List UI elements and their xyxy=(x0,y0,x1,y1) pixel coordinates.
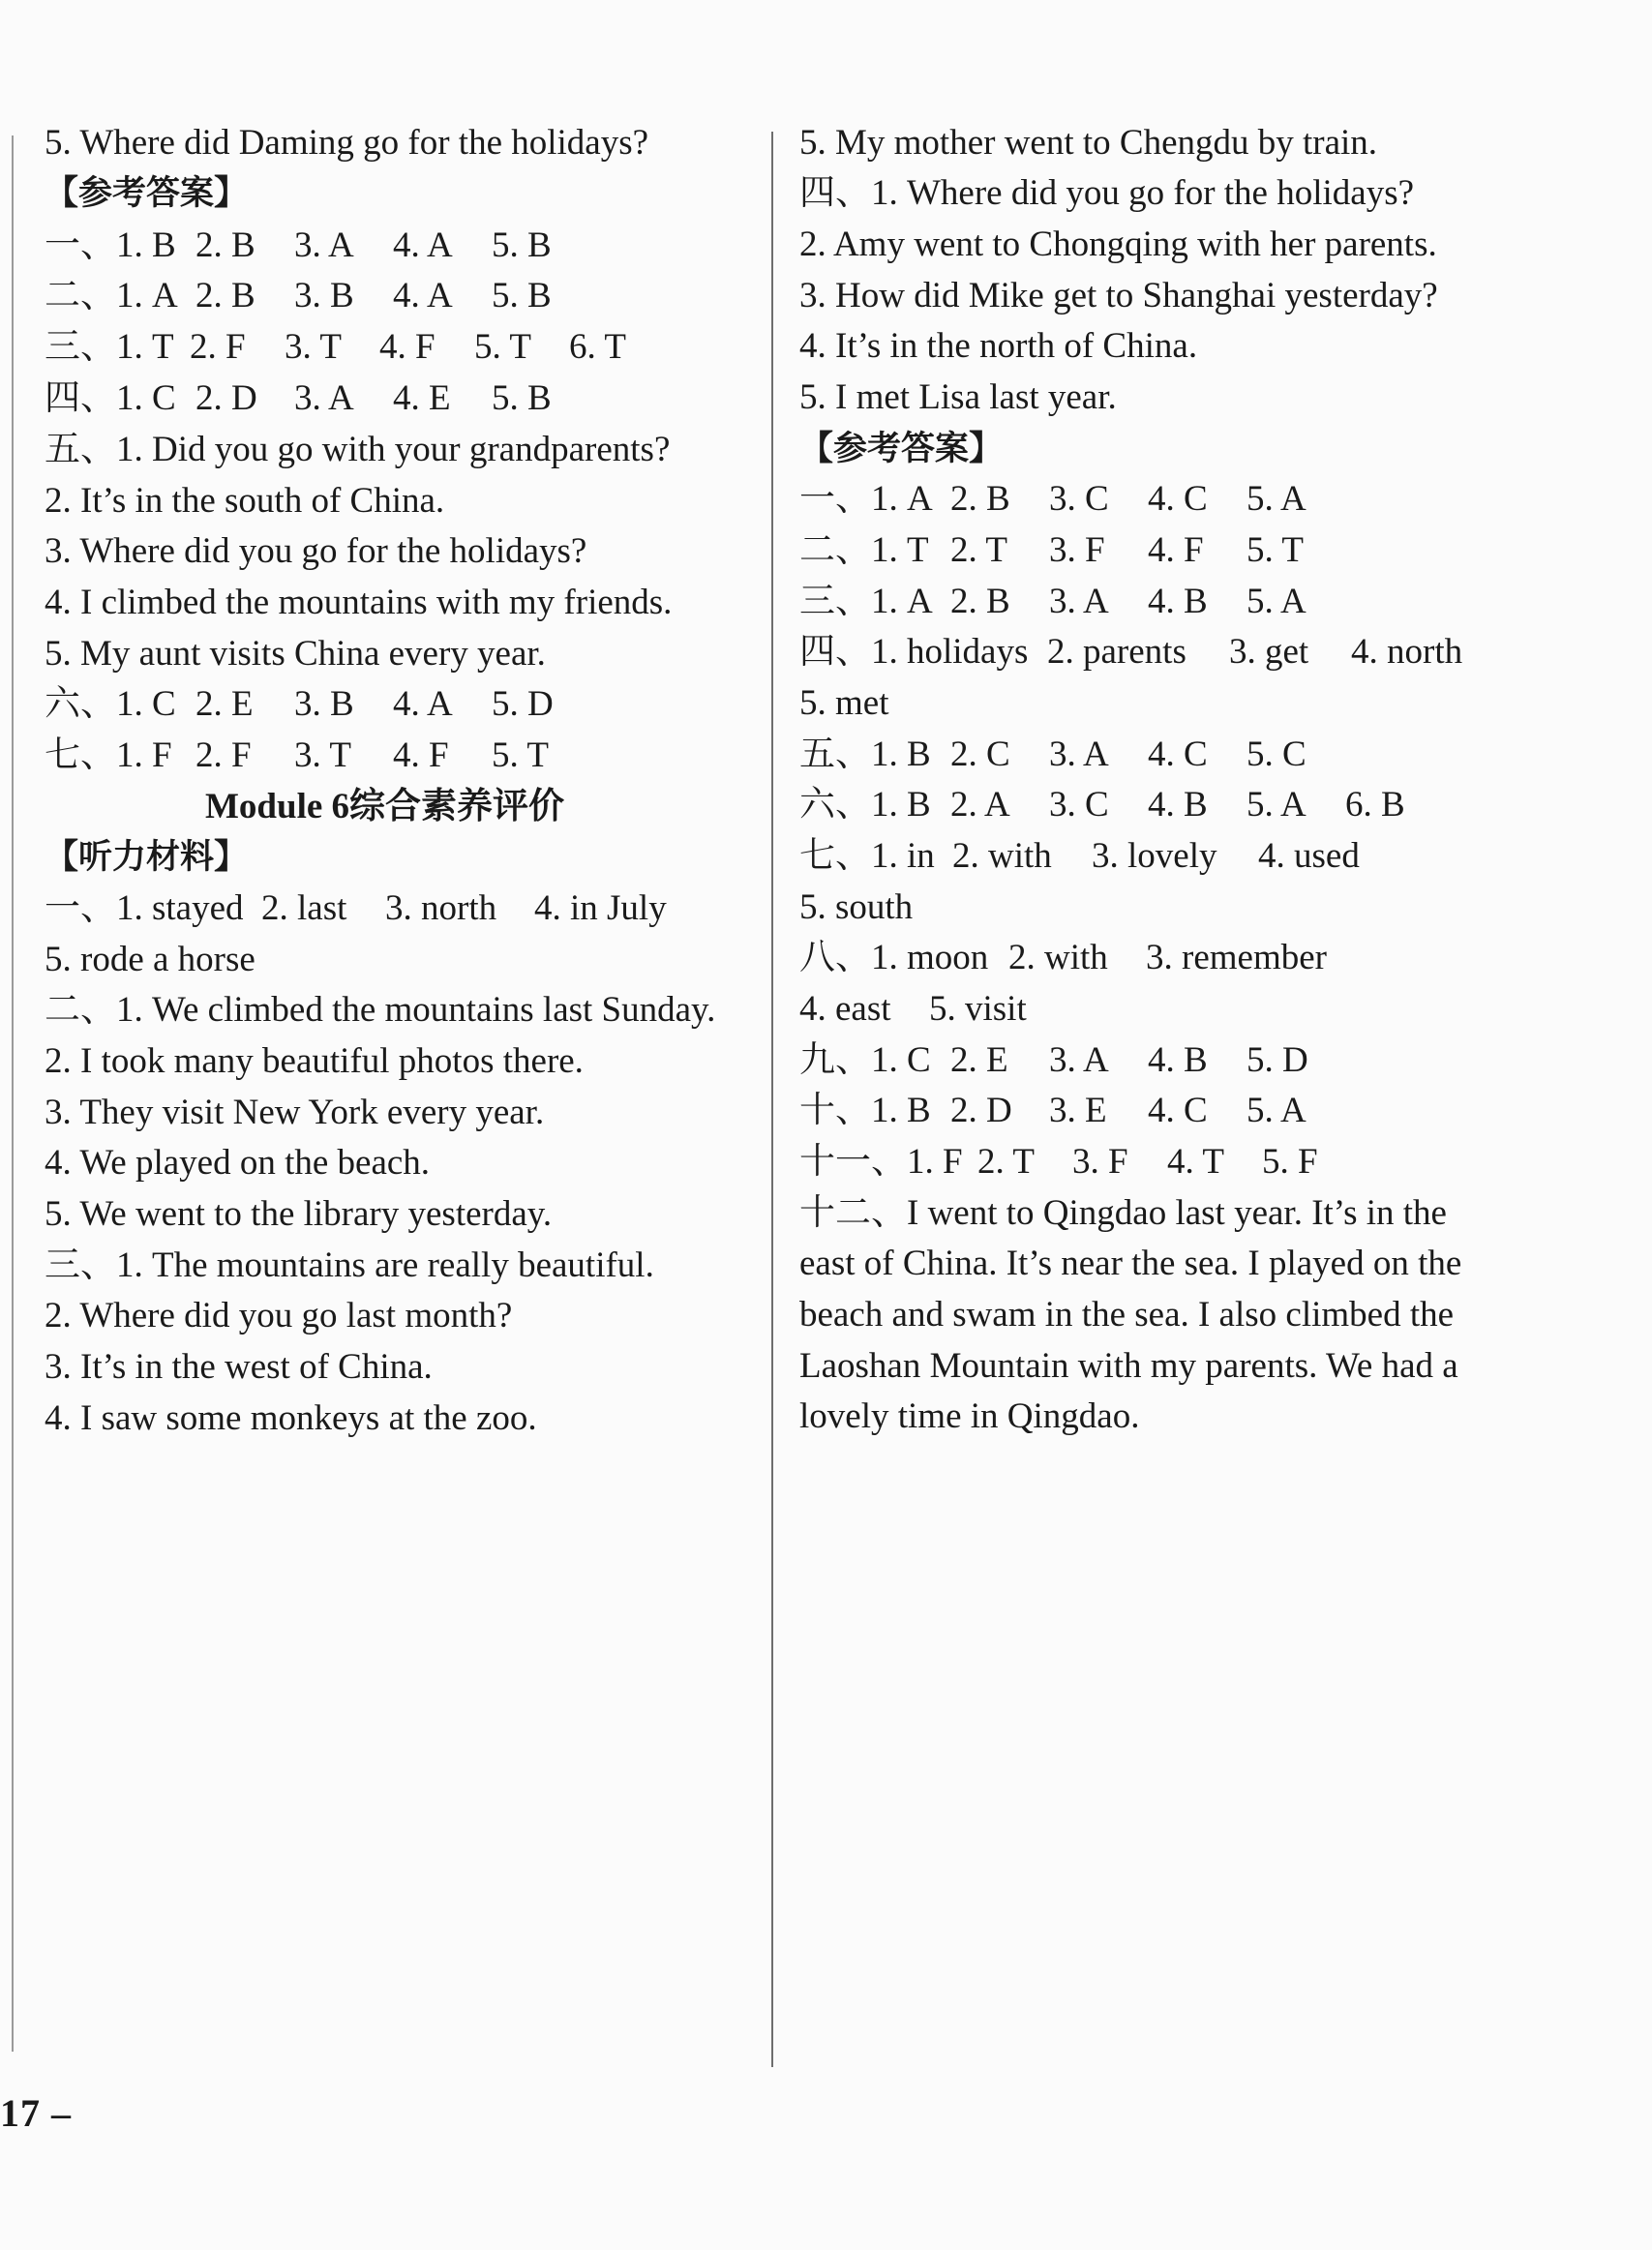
answer-row-4: 四、1. C 2. D 3. A 4. E 5. B xyxy=(45,378,552,418)
answer-row-9: 九、1. C 2. E 3. A 4. B 5. D xyxy=(799,1040,1308,1080)
module-title: Module 6综合素养评价 xyxy=(205,787,565,826)
text-line: east of China. It’s near the sea. I played on the xyxy=(799,1244,1462,1283)
text-line: 四、1. Where did you go for the holidays? xyxy=(799,173,1415,213)
answer-row-7: 七、1. in 2. with 3. lovely 4. used xyxy=(799,836,1360,876)
text-line: 5. We went to the library yesterday. xyxy=(45,1194,553,1234)
text-line: 3. How did Mike get to Shanghai yesterday? xyxy=(799,276,1438,315)
section-heading-answers: 【参考答案】 xyxy=(799,430,1004,468)
section-heading-answers: 【参考答案】 xyxy=(45,174,249,213)
text-line: 五、1. Did you go with your grandparents? xyxy=(45,430,671,469)
answer-row-6: 六、1. C 2. E 3. B 4. A 5. D xyxy=(45,684,554,724)
text-line: 3. Where did you go for the holidays? xyxy=(45,531,587,571)
text-line: beach and swam in the sea. I also climbed the xyxy=(799,1295,1455,1335)
text-line: 2. It’s in the south of China. xyxy=(45,481,445,521)
answer-row-6: 六、1. B 2. A 3. C 4. B 5. A 6. B xyxy=(799,785,1405,825)
text-line: 5. met xyxy=(799,683,889,723)
text-line: 4. I climbed the mountains with my friends. xyxy=(45,583,673,622)
answer-row-4: 四、1. holidays 2. parents 3. get 4. north xyxy=(799,632,1463,672)
text-line: 4. It’s in the north of China. xyxy=(799,326,1198,366)
answer-row-listening-1: 一、1. stayed 2. last 3. north 4. in July xyxy=(45,888,667,928)
text-line: 3. It’s in the west of China. xyxy=(45,1347,433,1387)
text-line: 三、1. The mountains are really beautiful. xyxy=(45,1245,654,1285)
text-line: 2. Amy went to Chongqing with her parents. xyxy=(799,225,1437,264)
answer-row-7: 七、1. F 2. F 3. T 4. F 5. T xyxy=(45,735,549,775)
answer-row-1: 一、1. A 2. B 3. C 4. C 5. A xyxy=(799,479,1307,519)
text-line: 5. rode a horse xyxy=(45,940,255,979)
text-line: 4. We played on the beach. xyxy=(45,1143,431,1183)
answer-row-2: 二、1. T 2. T 3. F 4. F 5. T xyxy=(799,530,1304,570)
text-line: 5. My aunt visits China every year. xyxy=(45,634,546,674)
text-line: 2. I took many beautiful photos there. xyxy=(45,1041,584,1081)
text-line: 5. Where did Daming go for the holidays? xyxy=(45,123,649,163)
section-heading-listening: 【听力材料】 xyxy=(45,838,249,877)
answer-row-10: 十、1. B 2. D 3. E 4. C 5. A xyxy=(799,1091,1307,1130)
text-line: 4. I saw some monkeys at the zoo. xyxy=(45,1398,537,1438)
answer-row-1: 一、1. B 2. B 3. A 4. A 5. B xyxy=(45,225,552,265)
text-line: 3. They visit New York every year. xyxy=(45,1093,545,1132)
text-line: 5. south xyxy=(799,887,914,927)
answer-row-8: 八、1. moon 2. with 3. remember xyxy=(799,938,1327,977)
text-line: 5. I met Lisa last year. xyxy=(799,377,1117,417)
answer-row-3: 三、1. T 2. F 3. T 4. F 5. T 6. T xyxy=(45,327,626,367)
page-number: 17 – xyxy=(0,2091,72,2135)
text-line: 二、1. We climbed the mountains last Sunday. xyxy=(45,990,716,1030)
answer-row-3: 三、1. A 2. B 3. A 4. B 5. A xyxy=(799,582,1307,621)
text-line: 5. My mother went to Chengdu by train. xyxy=(799,123,1378,163)
column-divider xyxy=(771,132,773,2067)
text-line: Laoshan Mountain with my parents. We had a xyxy=(799,1346,1458,1386)
text-line: 十二、I went to Qingdao last year. It’s in the xyxy=(799,1193,1447,1233)
answer-row-8-cont: 4. east 5. visit xyxy=(799,989,1027,1029)
text-line: 2. Where did you go last month? xyxy=(45,1296,513,1335)
left-margin-rule xyxy=(12,135,14,2052)
text-line: lovely time in Qingdao. xyxy=(799,1396,1140,1436)
answer-row-11: 十一、1. F 2. T 3. F 4. T 5. F xyxy=(799,1142,1318,1182)
answer-row-2: 二、1. A 2. B 3. B 4. A 5. B xyxy=(45,276,552,315)
answer-row-5: 五、1. B 2. C 3. A 4. C 5. C xyxy=(799,735,1307,774)
